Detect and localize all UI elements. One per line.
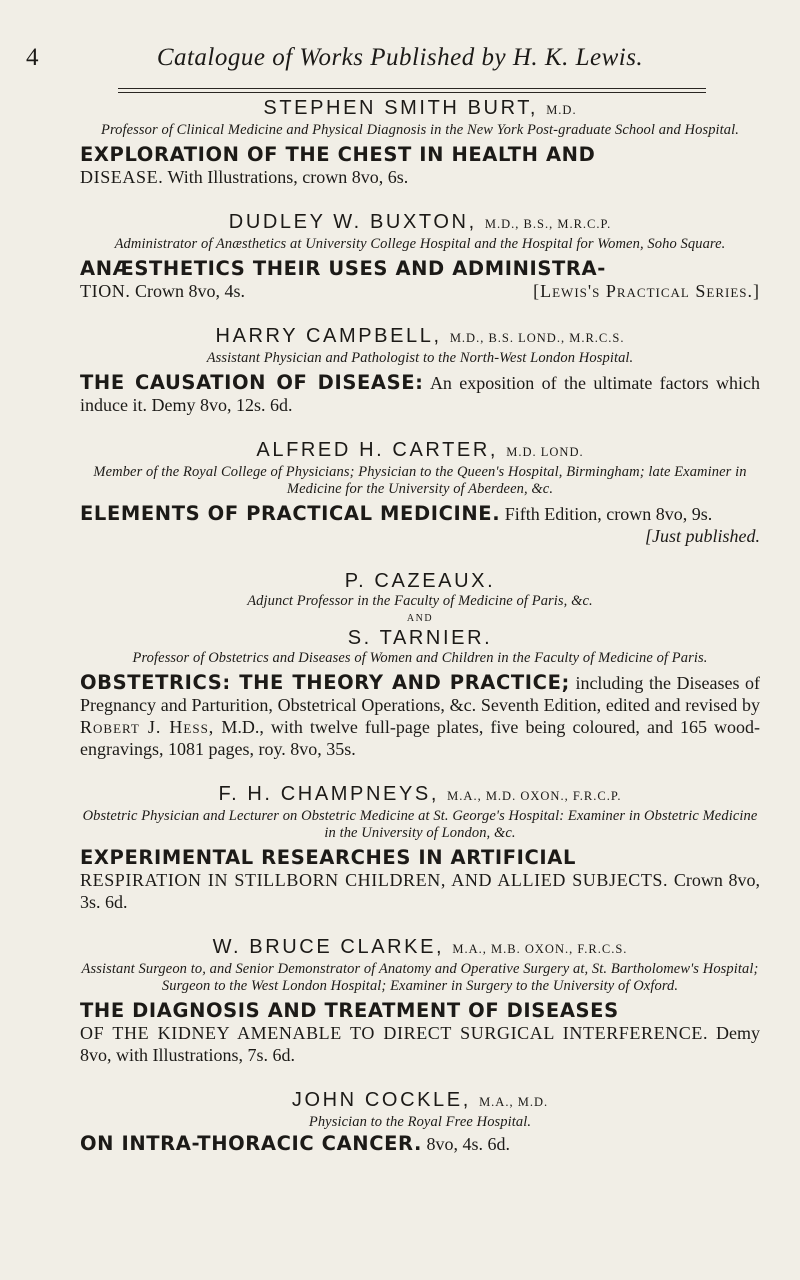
catalogue-entry (80, 324, 760, 416)
work-details: Crown 8vo, 3s. 6d. (80, 870, 761, 912)
author-description: Adjunct Professor in the Faculty of Medicine of Paris, &c. (247, 593, 593, 609)
work-title: EXPERIMENTAL RESEARCHES IN ARTIFICIAL (80, 846, 576, 869)
work-title: ON INTRA-THORACIC CANCER. (80, 1132, 423, 1155)
work-title: THE DIAGNOSIS AND TREATMENT OF DISEASES (80, 999, 619, 1022)
and-separator: AND (406, 613, 434, 624)
work-details: An exposition of the ultimate factors which induce it. Demy 8vo, 12s. 6d. (80, 373, 761, 415)
series-note: [Lewis's Practical Series.] (533, 281, 760, 301)
running-title: Catalogue of Works Published by H. K. Lewis. (156, 44, 644, 71)
work-title: EXPLORATION OF THE CHEST IN HEALTH AND (80, 143, 596, 166)
work-details: Crown 8vo, 4s. (135, 281, 246, 301)
author-name: DUDLEY W. BUXTON, M.D., B.S., M.R.C.P. (228, 211, 612, 233)
work-listing (80, 672, 760, 760)
author-name: ALFRED H. CARTER, M.D. LOND. (256, 439, 584, 461)
work-details: 8vo, 4s. 6d. (426, 1134, 511, 1154)
author-name: STEPHEN SMITH BURT, M.D. (263, 97, 577, 119)
author-description: Member of the Royal College of Physicians; Physician to the Queen's Hospital, Birmingham; late Examiner in Medicine for the University of Aberdeen, &c. (93, 464, 747, 497)
author-name: P. CAZEAUX. (344, 570, 496, 592)
author-credentials: M.D. LOND. (506, 445, 584, 459)
author-name: F. H. CHAMPNEYS, M.A., M.D. OXON., F.R.C.P. (218, 783, 622, 805)
work-title: ELEMENTS OF PRACTICAL MEDICINE. (80, 502, 501, 525)
author-description: Physician to the Royal Free Hospital. (308, 1114, 532, 1130)
catalogue-entry (80, 935, 760, 1066)
author-credentials: M.D., B.S., M.R.C.P. (484, 217, 612, 231)
work-title-continued: DISEASE. (80, 167, 164, 187)
author-name: HARRY CAMPBELL, M.D., B.S. LOND., M.R.C.S. (215, 325, 625, 347)
work-listing (80, 372, 760, 416)
author-name-second: S. TARNIER. (347, 627, 493, 649)
header-rule-double (118, 92, 706, 93)
work-details: M.D., with twelve full-page plates, five being coloured, and 165 wood-engravings, 1081 pages, roy. 8vo, 35s. (80, 717, 761, 759)
publication-note: [Just published. (645, 526, 760, 546)
work-listing (80, 502, 760, 546)
catalogue-entry (80, 1088, 760, 1155)
work-listing (80, 258, 760, 302)
catalogue-entry (80, 96, 760, 188)
page-header (0, 44, 800, 84)
work-details: Fifth Edition, crown 8vo, 9s. (504, 504, 713, 524)
author-description: Professor of Clinical Medicine and Physical Diagnosis in the New York Post-graduate School and Hospital. (100, 122, 740, 138)
work-title-continued: RESPIRATION IN STILLBORN CHILDREN, AND ALLIED SUBJECTS. (80, 870, 669, 890)
author-description: Assistant Surgeon to, and Senior Demonstrator of Anatomy and Operative Surgery at, St. Bartholomew's Hospital; Surgeon to the West London Hospital; Examiner in Surgery to the University of Oxford. (81, 961, 759, 994)
author-description-second: Professor of Obstetrics and Diseases of Women and Children in the Faculty of Medicine of Paris. (132, 650, 708, 666)
author-credentials: M.D., B.S. LOND., M.R.C.S. (449, 331, 625, 345)
catalogue-entries (80, 96, 760, 1155)
author-name: W. BRUCE CLARKE, M.A., M.B. OXON., F.R.C.S. (212, 936, 628, 958)
author-credentials: M.A., M.D. (479, 1095, 549, 1109)
catalogue-entry (80, 569, 760, 760)
work-listing (80, 144, 760, 188)
work-details: With Illustrations, crown 8vo, 6s. (167, 167, 409, 187)
work-title: THE CAUSATION OF DISEASE: (80, 371, 424, 394)
work-details-intro: including the Diseases of Pregnancy and Parturition, Obstetrical Operations, &c. Seventh Edition, edited and revised by (80, 673, 760, 715)
editor-name: Robert J. Hess, (80, 717, 215, 737)
work-title: ANÆSTHETICS THEIR USES AND ADMINISTRA- (80, 257, 606, 280)
work-title-continued: OF THE KIDNEY AMENABLE TO DIRECT SURGICAL INTERFERENCE. (80, 1023, 709, 1043)
work-title: OBSTETRICS: THE THEORY AND PRACTICE; (80, 671, 570, 694)
author-description: Assistant Physician and Pathologist to the North-West London Hospital. (206, 350, 634, 366)
author-credentials: M.A., M.B. OXON., F.R.C.S. (452, 942, 628, 956)
author-description: Administrator of Anæsthetics at University College Hospital and the Hospital for Women, Soho Square. (114, 236, 726, 252)
author-description: Obstetric Physician and Lecturer on Obstetric Medicine at St. George's Hospital: Examiner in Obstetric Medicine in the University of London, &c. (82, 808, 758, 841)
author-name: JOHN COCKLE, M.A., M.D. (291, 1089, 549, 1111)
work-listing (80, 1000, 760, 1066)
work-listing (80, 847, 760, 913)
work-title-continued: TION. (80, 281, 131, 301)
work-listing (80, 1133, 760, 1155)
catalogue-entry (80, 782, 760, 913)
author-credentials: M.A., M.D. OXON., F.R.C.P. (447, 789, 622, 803)
work-details: Demy 8vo, with Illustrations, 7s. 6d. (80, 1023, 761, 1065)
author-credentials: M.D. (546, 103, 577, 117)
page-number: 4 (26, 44, 39, 71)
header-rule (118, 88, 706, 89)
catalogue-entry (80, 210, 760, 302)
catalogue-entry (80, 438, 760, 547)
